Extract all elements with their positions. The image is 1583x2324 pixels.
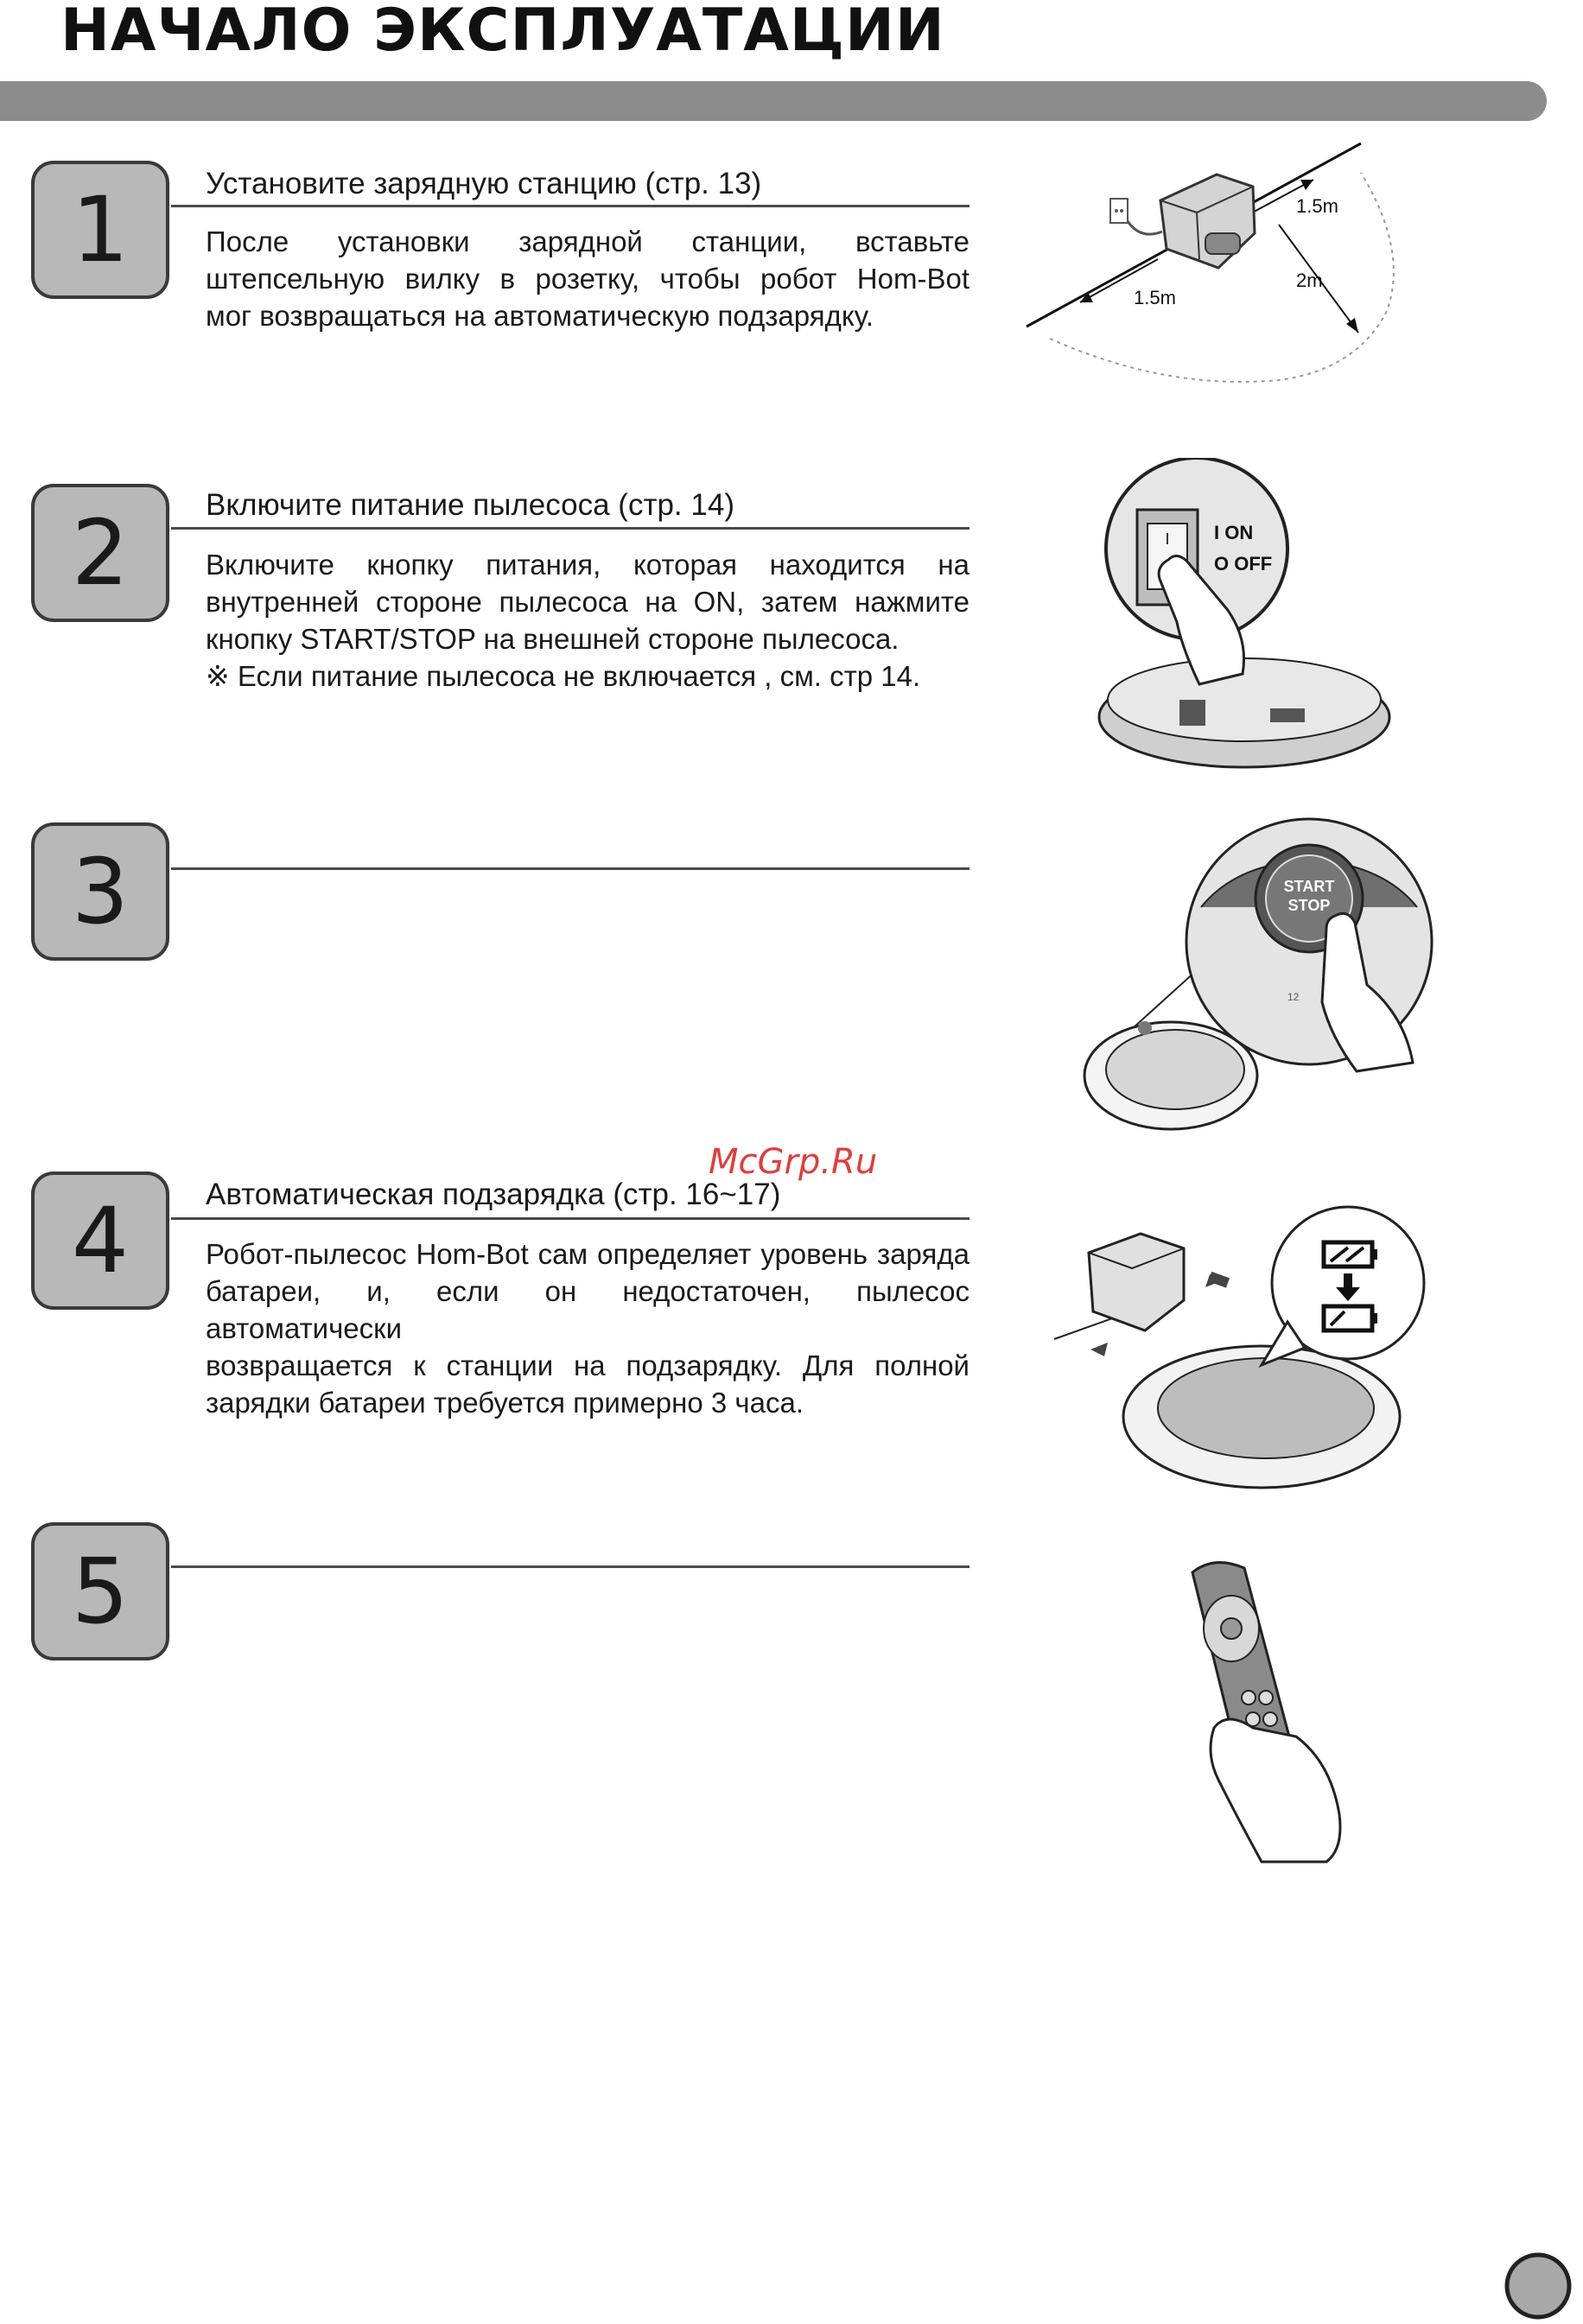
step-3-badge: 3 (31, 822, 169, 961)
page-number-circle (1504, 2251, 1573, 2321)
step-4-badge: 4 (31, 1172, 169, 1310)
switch-mark: I (1165, 530, 1170, 548)
step-1-text: После установки зарядной станции, вставьте штепсельную вилку в розетку, чтобы робот Hom-Bot мог возвращаться на автоматическую подзарядку. (206, 225, 970, 332)
auto-charge-illustration (1046, 1201, 1434, 1495)
step-2-rule (171, 527, 970, 530)
step-4-text: Робот-пылесос Hom-Bot сам определяет уровень заряда батареи, и, если он недостаточен, пылесос автоматически возвращается к станции на подзарядку. Для полной зарядки батареи требуется примерно 3 часа. (206, 1238, 970, 1419)
remote-control-illustration (1167, 1555, 1357, 1866)
stop-label: STOP (1287, 897, 1331, 914)
dist-left-label: 1.5m (1134, 287, 1176, 308)
on-label: I ON (1214, 522, 1254, 543)
dist-right-label: 1.5m (1296, 195, 1338, 217)
dist-front-label: 2m (1296, 270, 1323, 291)
step-1-badge: 1 (31, 161, 169, 299)
step-2-badge: 2 (31, 484, 169, 622)
power-switch-illustration (1097, 458, 1391, 778)
step-1-heading: Установите зарядную станцию (стр. 13) (206, 167, 762, 200)
step-4-rule (171, 1217, 970, 1220)
title-bar (0, 81, 1547, 121)
start-label: START (1283, 878, 1335, 895)
charging-station-illustration (1020, 138, 1417, 397)
step-5-rule (171, 1565, 970, 1568)
watermark: McGrp.Ru (709, 1142, 878, 1182)
step-5-badge: 5 (31, 1522, 169, 1660)
step-4-heading: Автоматическая подзарядка (стр. 16~17) (206, 1178, 781, 1211)
step-2-note: ※ Если питание пылесоса не включается , см. стр 14. (206, 660, 921, 692)
off-label: O OFF (1214, 553, 1273, 575)
start-stop-illustration (1063, 812, 1434, 1149)
small-mark: 12 (1287, 991, 1300, 1003)
page-title: НАЧАЛО ЭКСПЛУАТАЦИИ (60, 0, 945, 65)
step-2-heading: Включите питание пылесоса (стр. 14) (206, 488, 734, 522)
step-3-rule (171, 867, 970, 870)
step-1-rule (171, 205, 970, 207)
step-2-text: Включите кнопку питания, которая находится на внутренней стороне пылесоса на ON, затем нажмите кнопку START/STOP на внешней стороне пылесоса. ※ Если питание пылесоса не включается , см. стр 14. (206, 546, 970, 695)
